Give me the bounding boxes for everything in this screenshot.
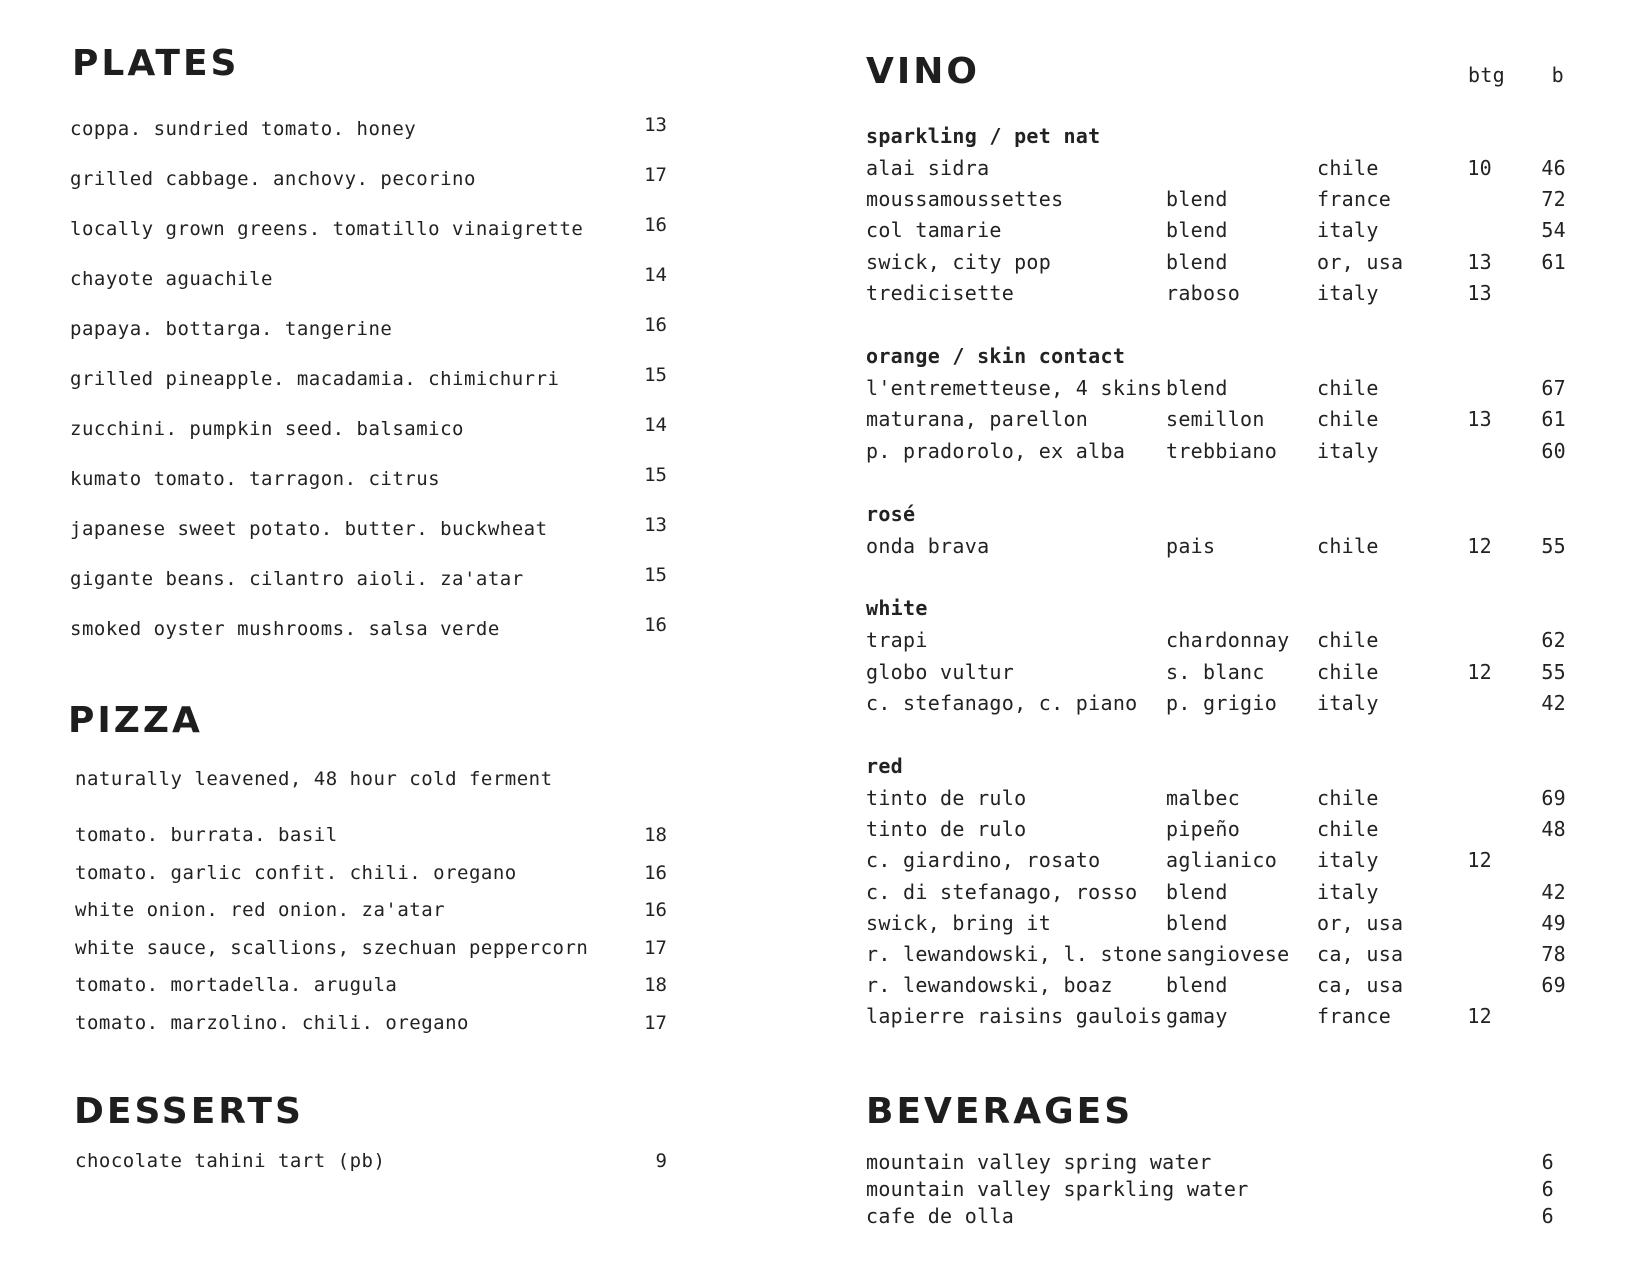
- wine-region: italy: [1317, 848, 1379, 872]
- wine-name: onda brava: [866, 534, 990, 558]
- wine-bottle-price: 67: [1541, 376, 1566, 400]
- beverage-item-price: 6: [1541, 1177, 1554, 1201]
- wine-region: chile: [1317, 376, 1379, 400]
- wine-name: alai sidra: [866, 156, 990, 180]
- pizza-item-name: white sauce, scallions, szechuan peppercorn: [75, 937, 589, 959]
- beverage-item-price: 6: [1541, 1150, 1554, 1174]
- plate-item-price: 17: [644, 164, 667, 186]
- wine-region: italy: [1317, 439, 1379, 463]
- wine-name: maturana, parellon: [866, 407, 1089, 431]
- beverage-item-name: mountain valley spring water: [866, 1150, 1212, 1174]
- plate-item-name: japanese sweet potato. butter. buckwheat: [70, 518, 548, 540]
- wine-region: ca, usa: [1317, 973, 1404, 997]
- plate-item-price: 16: [644, 614, 667, 636]
- wine-name: r. lewandowski, l. stone: [866, 942, 1163, 966]
- plate-item-name: kumato tomato. tarragon. citrus: [70, 468, 441, 490]
- wine-region: chile: [1317, 660, 1379, 684]
- plate-item-price: 15: [644, 364, 667, 386]
- wine-grape: blend: [1166, 973, 1228, 997]
- pizza-item-price: 17: [644, 937, 667, 959]
- wine-name: swick, bring it: [866, 911, 1052, 935]
- pizza-item-name: tomato. burrata. basil: [75, 824, 338, 846]
- wine-btg-price: 10: [1467, 156, 1492, 180]
- pizza-item-name: white onion. red onion. za'atar: [75, 899, 446, 921]
- wine-name: tinto de rulo: [866, 817, 1027, 841]
- wine-region: chile: [1317, 407, 1379, 431]
- pizza-item-name: tomato. marzolino. chili. oregano: [75, 1012, 469, 1034]
- pizza-item-price: 16: [644, 899, 667, 921]
- wine-grape: malbec: [1166, 786, 1241, 810]
- wine-btg-price: 13: [1467, 250, 1492, 274]
- wine-name: r. lewandowski, boaz: [866, 973, 1113, 997]
- pizza-item-name: tomato. garlic confit. chili. oregano: [75, 862, 517, 884]
- wine-region: chile: [1317, 786, 1379, 810]
- wine-name: moussamoussettes: [866, 187, 1064, 211]
- wine-region: italy: [1317, 691, 1379, 715]
- plate-item-price: 15: [644, 464, 667, 486]
- wine-btg-price: 12: [1467, 534, 1492, 558]
- plates-heading: PLATES: [72, 43, 240, 84]
- wine-bottle-price: 55: [1541, 660, 1566, 684]
- wine-grape: blend: [1166, 218, 1228, 242]
- beverage-item-name: mountain valley sparkling water: [866, 1177, 1249, 1201]
- wine-name: l'entremetteuse, 4 skins: [866, 376, 1163, 400]
- wine-name: globo vultur: [866, 660, 1015, 684]
- wine-btg-price: 12: [1467, 660, 1492, 684]
- plate-item-name: zucchini. pumpkin seed. balsamico: [70, 418, 464, 440]
- wine-bottle-price: 62: [1541, 628, 1566, 652]
- beverages-heading: BEVERAGES: [866, 1091, 1134, 1132]
- wine-bottle-price: 49: [1541, 911, 1566, 935]
- wine-grape: blend: [1166, 187, 1228, 211]
- pizza-subtitle: naturally leavened, 48 hour cold ferment: [75, 768, 553, 790]
- wine-grape: blend: [1166, 376, 1228, 400]
- plate-item-name: papaya. bottarga. tangerine: [70, 318, 393, 340]
- wine-name: lapierre raisins gaulois: [866, 1004, 1163, 1028]
- wine-grape: blend: [1166, 911, 1228, 935]
- wine-grape: blend: [1166, 880, 1228, 904]
- wine-region: chile: [1317, 817, 1379, 841]
- wine-category: white: [866, 596, 928, 620]
- wine-name: c. di stefanago, rosso: [866, 880, 1138, 904]
- plate-item-price: 16: [644, 314, 667, 336]
- vino-heading: VINO: [866, 51, 980, 92]
- wine-region: italy: [1317, 281, 1379, 305]
- plate-item-price: 16: [644, 214, 667, 236]
- beverage-item-price: 6: [1541, 1204, 1554, 1228]
- wine-name: c. stefanago, c. piano: [866, 691, 1138, 715]
- wine-category: orange / skin contact: [866, 344, 1126, 368]
- wine-grape: s. blanc: [1166, 660, 1265, 684]
- wine-bottle-price: 55: [1541, 534, 1566, 558]
- wine-name: trapi: [866, 628, 928, 652]
- wine-category: red: [866, 754, 904, 778]
- wine-bottle-price: 78: [1541, 942, 1566, 966]
- wine-grape: pipeño: [1166, 817, 1241, 841]
- wine-region: or, usa: [1317, 911, 1404, 935]
- wine-bottle-price: 69: [1541, 786, 1566, 810]
- wine-region: france: [1317, 187, 1392, 211]
- wine-name: tinto de rulo: [866, 786, 1027, 810]
- wine-region: italy: [1317, 880, 1379, 904]
- wine-btg-price: 12: [1467, 1004, 1492, 1028]
- wine-bottle-price: 48: [1541, 817, 1566, 841]
- wine-bottle-price: 69: [1541, 973, 1566, 997]
- wine-region: or, usa: [1317, 250, 1404, 274]
- wine-name: p. pradorolo, ex alba: [866, 439, 1126, 463]
- wine-bottle-price: 72: [1541, 187, 1566, 211]
- wine-grape: trebbiano: [1166, 439, 1278, 463]
- wine-region: italy: [1317, 218, 1379, 242]
- wine-grape: raboso: [1166, 281, 1241, 305]
- wine-grape: p. grigio: [1166, 691, 1278, 715]
- desserts-heading: DESSERTS: [74, 1091, 304, 1132]
- plate-item-name: gigante beans. cilantro aioli. za'atar: [70, 568, 524, 590]
- dessert-item-name: chocolate tahini tart (pb): [75, 1150, 386, 1172]
- wine-grape: blend: [1166, 250, 1228, 274]
- wine-category: rosé: [866, 502, 916, 526]
- plate-item-price: 14: [644, 414, 667, 436]
- wine-grape: chardonnay: [1166, 628, 1290, 652]
- wine-region: ca, usa: [1317, 942, 1404, 966]
- wine-grape: sangiovese: [1166, 942, 1290, 966]
- wine-bottle-price: 61: [1541, 407, 1566, 431]
- wine-name: c. giardino, rosato: [866, 848, 1101, 872]
- plate-item-price: 13: [644, 114, 667, 136]
- wine-category: sparkling / pet nat: [866, 124, 1101, 148]
- plate-item-price: 13: [644, 514, 667, 536]
- plate-item-name: grilled pineapple. macadamia. chimichurri: [70, 368, 560, 390]
- btg-column-header: btg: [1468, 63, 1506, 87]
- plate-item-name: smoked oyster mushrooms. salsa verde: [70, 618, 500, 640]
- pizza-item-price: 17: [644, 1012, 667, 1034]
- wine-btg-price: 13: [1467, 407, 1492, 431]
- bottle-column-header: b: [1551, 63, 1564, 87]
- plate-item-price: 15: [644, 564, 667, 586]
- wine-bottle-price: 46: [1541, 156, 1566, 180]
- wine-bottle-price: 42: [1541, 691, 1566, 715]
- wine-bottle-price: 61: [1541, 250, 1566, 274]
- dessert-item-price: 9: [655, 1150, 667, 1172]
- wine-name: tredicisette: [866, 281, 1015, 305]
- wine-name: col tamarie: [866, 218, 1002, 242]
- wine-grape: gamay: [1166, 1004, 1228, 1028]
- wine-grape: aglianico: [1166, 848, 1278, 872]
- wine-bottle-price: 60: [1541, 439, 1566, 463]
- wine-btg-price: 13: [1467, 281, 1492, 305]
- pizza-item-price: 18: [644, 824, 667, 846]
- plate-item-name: locally grown greens. tomatillo vinaigrette: [70, 218, 584, 240]
- plate-item-name: coppa. sundried tomato. honey: [70, 118, 417, 140]
- plate-item-name: chayote aguachile: [70, 268, 273, 290]
- wine-region: france: [1317, 1004, 1392, 1028]
- plate-item-price: 14: [644, 264, 667, 286]
- wine-grape: semillon: [1166, 407, 1265, 431]
- pizza-item-price: 18: [644, 974, 667, 996]
- wine-region: chile: [1317, 156, 1379, 180]
- wine-bottle-price: 42: [1541, 880, 1566, 904]
- wine-region: chile: [1317, 628, 1379, 652]
- pizza-item-name: tomato. mortadella. arugula: [75, 974, 398, 996]
- pizza-heading: PIZZA: [68, 700, 203, 741]
- wine-btg-price: 12: [1467, 848, 1492, 872]
- wine-grape: pais: [1166, 534, 1216, 558]
- wine-name: swick, city pop: [866, 250, 1052, 274]
- wine-bottle-price: 54: [1541, 218, 1566, 242]
- pizza-item-price: 16: [644, 862, 667, 884]
- wine-region: chile: [1317, 534, 1379, 558]
- plate-item-name: grilled cabbage. anchovy. pecorino: [70, 168, 476, 190]
- beverage-item-name: cafe de olla: [866, 1204, 1015, 1228]
